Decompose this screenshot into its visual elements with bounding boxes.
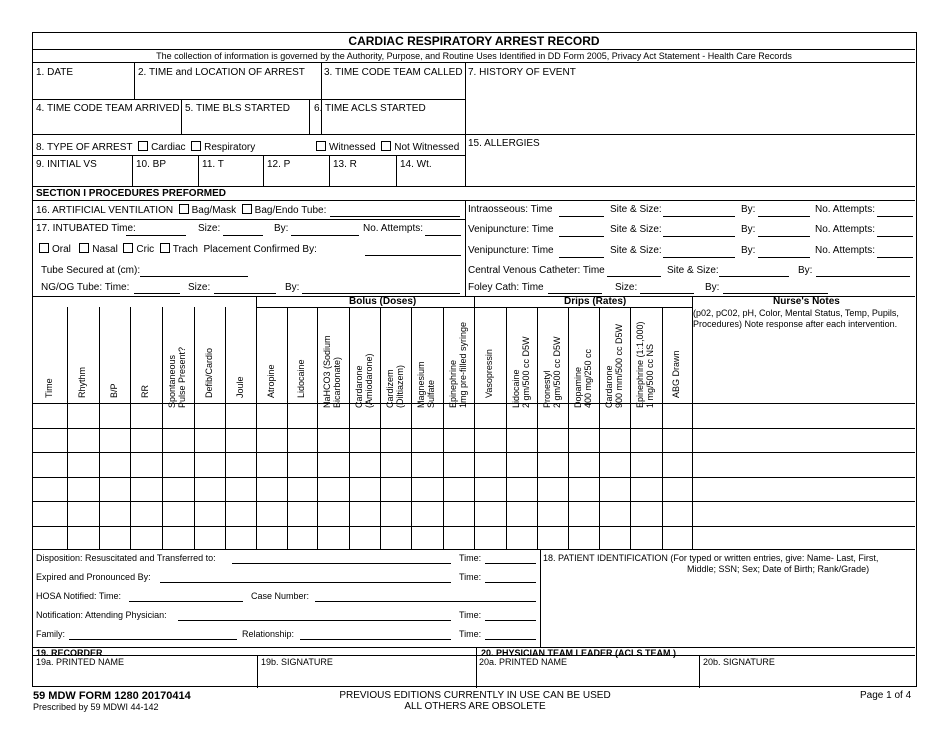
column-header-9: Lidocaine <box>296 359 306 398</box>
hosa-label: HOSA Notified: Time: <box>36 591 122 601</box>
venipuncture-1-site-field[interactable] <box>663 236 735 237</box>
column-header-6: Defib/Cardio <box>204 347 214 398</box>
intubation-route-group: Oral Nasal Cric Trach Placement Confirmed By: <box>39 243 317 256</box>
bolus-heading: Bolus (Doses) <box>349 296 417 307</box>
column-header-8: Atropine <box>266 364 276 398</box>
intubated-attempts-label: No. Attempts: <box>363 223 424 234</box>
ventilation-label: 16. ARTIFICIAL VENTILATION Bag/Mask Bag/Endo Tube: <box>36 205 327 216</box>
patient-id-label: 18. PATIENT IDENTIFICATION (For typed or written entries, give: Name- Last, First, <box>543 553 879 563</box>
intraosseous-label: Intraosseous: Time <box>468 204 553 215</box>
column-header-12: Cardizem (Diltiazem) <box>385 364 405 408</box>
acls-started-label: 6. TIME ACLS STARTED <box>314 103 426 114</box>
bagendo-field[interactable] <box>330 216 460 217</box>
central-site-field[interactable] <box>719 276 789 277</box>
intraosseous-by-label: By: <box>741 204 756 215</box>
relationship-label: Relationship: <box>242 629 295 639</box>
disposition-field[interactable] <box>232 563 451 564</box>
column-header-21: ABG Drawn <box>671 350 681 398</box>
venipuncture-2-attempts-field[interactable] <box>877 257 913 258</box>
expired-field[interactable] <box>160 582 451 583</box>
hosa-time-field[interactable] <box>129 601 243 602</box>
bagendo-checkbox[interactable] <box>242 204 252 214</box>
intubated-label: 17. INTUBATED Time: <box>36 223 136 234</box>
expired-label: Expired and Pronounced By: <box>36 572 151 582</box>
cardiac-checkbox[interactable] <box>138 141 148 151</box>
ngog-by-label: By: <box>285 282 300 293</box>
central-venous-label: Central Venous Catheter: Time <box>468 265 605 276</box>
intraosseous-site-field[interactable] <box>663 216 735 217</box>
column-header-16: Lidocaine 2 gm/500 cc D5W <box>511 336 531 408</box>
nurse-notes-hint-1: (p02, pC02, pH, Color, Mental Status, Temp, Pupils, <box>693 308 899 318</box>
resp-label: 13. R <box>333 159 357 170</box>
intubated-time-field[interactable] <box>126 235 186 236</box>
history-label: 7. HISTORY OF EVENT <box>468 67 576 78</box>
notification-time-field[interactable] <box>485 620 536 621</box>
form-number: 59 MDW FORM 1280 20170414 <box>33 690 191 702</box>
notification-field[interactable] <box>178 620 451 621</box>
table-row[interactable] <box>33 527 915 551</box>
column-header-3: B/P <box>109 383 119 398</box>
drips-heading: Drips (Rates) <box>564 296 627 307</box>
trach-checkbox[interactable] <box>160 243 170 253</box>
physician-name-label: 20a. PRINTED NAME <box>479 657 568 667</box>
weight-label: 14. Wt. <box>400 159 432 170</box>
foley-size-label: Size: <box>615 282 638 293</box>
venipuncture-2-time-field[interactable] <box>559 257 604 258</box>
respiratory-checkbox[interactable] <box>191 141 201 151</box>
bp-label: 10. BP <box>136 159 167 170</box>
ngog-label: NG/OG Tube: Time: <box>41 282 130 293</box>
nurse-notes-hint-2: Procedures) Note response after each intervention. <box>693 319 898 329</box>
intraosseous-by-field[interactable] <box>758 216 810 217</box>
case-number-field[interactable] <box>315 601 536 602</box>
time-location-label: 2. TIME and LOCATION OF ARREST <box>138 67 305 78</box>
table-row[interactable] <box>33 478 915 502</box>
intraosseous-attempts-field[interactable] <box>877 216 913 217</box>
central-time-field[interactable] <box>607 276 661 277</box>
family-time-field[interactable] <box>485 639 536 640</box>
tube-secured-label: Tube Secured at (cm): <box>41 265 141 276</box>
type-arrest-label: 8. TYPE OF ARREST Cardiac Respiratory <box>36 142 256 153</box>
central-site-label: Site & Size: <box>667 265 719 276</box>
column-header-14: Epinephrine 1mg pre-filled syringe <box>448 321 468 408</box>
prescribed-by: Prescribed by 59 MDWI 44-142 <box>33 702 159 712</box>
column-header-15: Vasopressin <box>484 349 494 398</box>
family-label: Family: <box>36 629 65 639</box>
editions-notice-2: ALL OTHERS ARE OBSOLETE <box>404 701 546 712</box>
arrest-record-form <box>32 32 917 687</box>
ngog-size-label: Size: <box>188 282 211 293</box>
table-row[interactable] <box>33 404 915 428</box>
venipuncture-2-site-label: Site & Size: <box>610 245 662 256</box>
venipuncture-2-by-field[interactable] <box>758 257 810 258</box>
column-header-5: Spontaneous Pulse Present? <box>167 346 187 408</box>
table-row[interactable] <box>33 502 915 526</box>
editions-notice-1: PREVIOUS EDITIONS CURRENTLY IN USE CAN BE USED <box>339 690 611 701</box>
patient-id-hint: Middle; SSN; Sex; Date of Birth; Rank/Grade) <box>687 564 870 574</box>
notification-time-label: Time: <box>459 610 482 620</box>
central-by-field[interactable] <box>816 276 910 277</box>
venipuncture-1-attempts-label: No. Attempts: <box>815 224 876 235</box>
code-called-label: 3. TIME CODE TEAM CALLED <box>324 67 463 78</box>
disposition-time-label: Time: <box>459 553 482 563</box>
temp-label: 11. T <box>202 159 224 170</box>
column-header-2: Rhythm <box>77 366 87 398</box>
central-by-label: By: <box>798 265 813 276</box>
column-header-18: Dopamine 400 mg/250 cc <box>573 348 593 408</box>
date-label: 1. DATE <box>36 67 74 78</box>
allergies-label: 15. ALLERGIES <box>468 138 540 149</box>
venipuncture-2-label: Venipuncture: Time <box>468 245 554 256</box>
venipuncture-1-site-label: Site & Size: <box>610 224 662 235</box>
pulse-label: 12. P <box>267 159 291 170</box>
notification-label: Notification: Attending Physician: <box>36 610 167 620</box>
disposition-time-field[interactable] <box>485 563 536 564</box>
physician-heading: 20. PHYSICIAN TEAM LEADER (ACLS TEAM ) <box>481 648 677 658</box>
relationship-field[interactable] <box>300 639 451 640</box>
column-header-13: Magnesium Sulfate <box>416 361 436 408</box>
column-header-17: Pronestyl 2 gm/500 cc D5W <box>542 336 562 408</box>
column-header-4: RR <box>140 385 150 398</box>
intubated-size-field[interactable] <box>223 235 263 236</box>
tube-secured-field[interactable] <box>140 276 248 277</box>
venipuncture-1-attempts-field[interactable] <box>877 236 913 237</box>
initial-vs-label: 9. INITIAL VS <box>36 159 97 170</box>
nurse-notes-heading: Nurse's Notes <box>773 296 840 307</box>
intraosseous-attempts-label: No. Attempts: <box>815 204 876 215</box>
team-arrived-label: 4. TIME CODE TEAM ARRIVED <box>36 103 180 114</box>
intubated-by-label: By: <box>274 223 289 234</box>
venipuncture-1-by-label: By: <box>741 224 756 235</box>
cric-checkbox[interactable] <box>123 243 133 253</box>
privacy-notice: The collection of information is governed by the Authority, Purpose, and Routine Uses Identified in DD Form 2005, Privacy Act Statement - Health Care Records <box>156 51 792 61</box>
column-header-1: Time <box>44 378 54 398</box>
intubated-attempts-field[interactable] <box>425 235 461 236</box>
column-header-7: Joule <box>235 376 245 398</box>
bagmask-checkbox[interactable] <box>179 204 189 214</box>
column-header-11: Cardarone (Amiodarone) <box>354 353 374 408</box>
family-time-label: Time: <box>459 629 482 639</box>
venipuncture-1-by-field[interactable] <box>758 236 810 237</box>
witnessed-group: Witnessed Not Witnessed <box>316 141 459 154</box>
intraosseous-time-field[interactable] <box>559 216 604 217</box>
disposition-label: Disposition: Resuscitated and Transferred to: <box>36 553 216 563</box>
recorder-heading: 19. RECORDER <box>36 648 103 658</box>
foley-label: Foley Cath: Time <box>468 282 544 293</box>
table-row[interactable] <box>33 429 915 453</box>
bls-started-label: 5. TIME BLS STARTED <box>185 103 291 114</box>
family-field[interactable] <box>69 639 237 640</box>
placement-field[interactable] <box>365 255 461 256</box>
venipuncture-2-attempts-label: No. Attempts: <box>815 245 876 256</box>
intraosseous-site-label: Site & Size: <box>610 204 662 215</box>
expired-time-label: Time: <box>459 572 482 582</box>
venipuncture-1-label: Venipuncture: Time <box>468 224 554 235</box>
nasal-checkbox[interactable] <box>79 243 89 253</box>
physician-signature-label: 20b. SIGNATURE <box>703 657 775 667</box>
table-row[interactable] <box>33 453 915 477</box>
recorder-name-label: 19a. PRINTED NAME <box>36 657 125 667</box>
venipuncture-2-by-label: By: <box>741 245 756 256</box>
foley-by-label: By: <box>705 282 720 293</box>
page-number: Page 1 of 4 <box>860 690 912 701</box>
recorder-signature-label: 19b. SIGNATURE <box>261 657 333 667</box>
not-witnessed-checkbox[interactable] <box>381 141 391 151</box>
venipuncture-1-time-field[interactable] <box>559 236 604 237</box>
foley-by-field[interactable] <box>723 293 828 294</box>
column-header-19: Cardarone 900 mm/500 cc D5W <box>604 323 624 408</box>
expired-time-field[interactable] <box>485 582 536 583</box>
intubated-by-field[interactable] <box>291 235 359 236</box>
column-header-10: NaHCO3 (Sodium Bicarbonate) <box>322 335 342 408</box>
form-title: CARDIAC RESPIRATORY ARREST RECORD <box>348 34 600 48</box>
section-1-heading: SECTION I PROCEDURES PREFORMED <box>36 188 227 199</box>
witnessed-checkbox[interactable] <box>316 141 326 151</box>
case-number-label: Case Number: <box>251 591 310 601</box>
venipuncture-2-site-field[interactable] <box>663 257 735 258</box>
oral-checkbox[interactable] <box>39 243 49 253</box>
column-header-20: Epinephrine (1:1,000) 1 mg/500 cc NS <box>635 321 655 408</box>
intubated-size-label: Size: <box>198 223 221 234</box>
